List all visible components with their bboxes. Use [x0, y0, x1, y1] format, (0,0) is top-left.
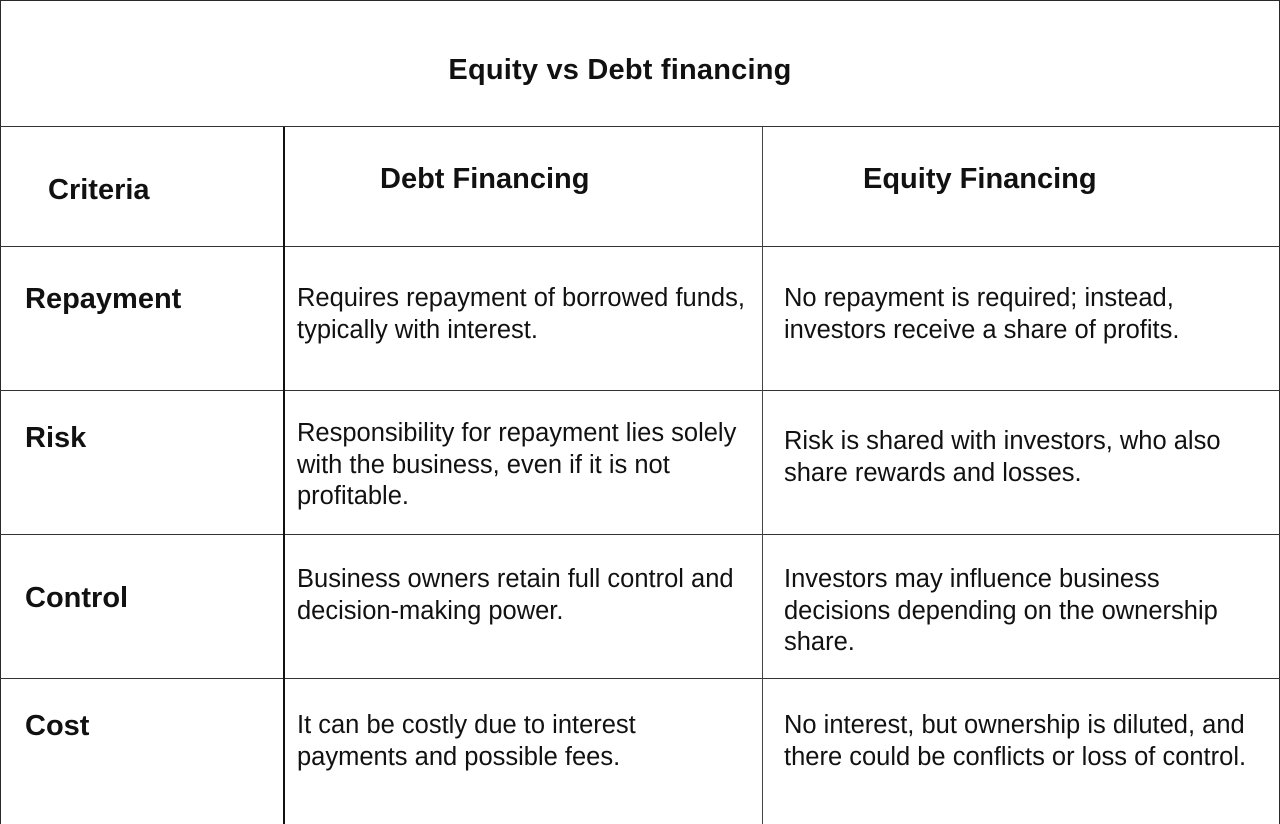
cell-equity-risk: Risk is shared with investors, who also share rewards and losses. — [784, 427, 1221, 487]
header-criteria: Criteria — [48, 174, 150, 206]
row-criteria-cost: Cost — [25, 710, 90, 742]
cell-debt-risk: Responsibility for repayment lies solely with the business, even if it is not profitable. — [297, 419, 737, 510]
row-criteria-repayment: Repayment — [25, 283, 182, 315]
divider — [0, 246, 1280, 247]
divider — [0, 534, 1280, 535]
cell-debt-control: Business owners retain full control and decision-making power. — [297, 565, 734, 625]
row-criteria-control: Control — [25, 582, 129, 614]
column-divider — [762, 127, 763, 824]
header-debt-financing: Debt Financing — [380, 163, 590, 195]
divider — [0, 126, 1280, 127]
divider — [0, 678, 1280, 679]
page-title: Equity vs Debt financing — [448, 54, 792, 86]
cell-debt-repayment: Requires repayment of borrowed funds, typically with interest. — [297, 284, 745, 344]
row-criteria-risk: Risk — [25, 422, 87, 454]
column-divider — [283, 127, 285, 824]
cell-debt-cost: It can be costly due to interest payments and possible fees. — [297, 711, 636, 771]
divider — [0, 390, 1280, 391]
cell-equity-repayment: No repayment is required; instead, investors receive a share of profits. — [784, 284, 1180, 344]
cell-equity-cost: No interest, but ownership is diluted, and there could be conflicts or loss of control. — [784, 711, 1247, 771]
header-equity-financing: Equity Financing — [863, 163, 1097, 195]
cell-equity-control: Investors may influence business decisions depending on the ownership share. — [784, 565, 1218, 656]
